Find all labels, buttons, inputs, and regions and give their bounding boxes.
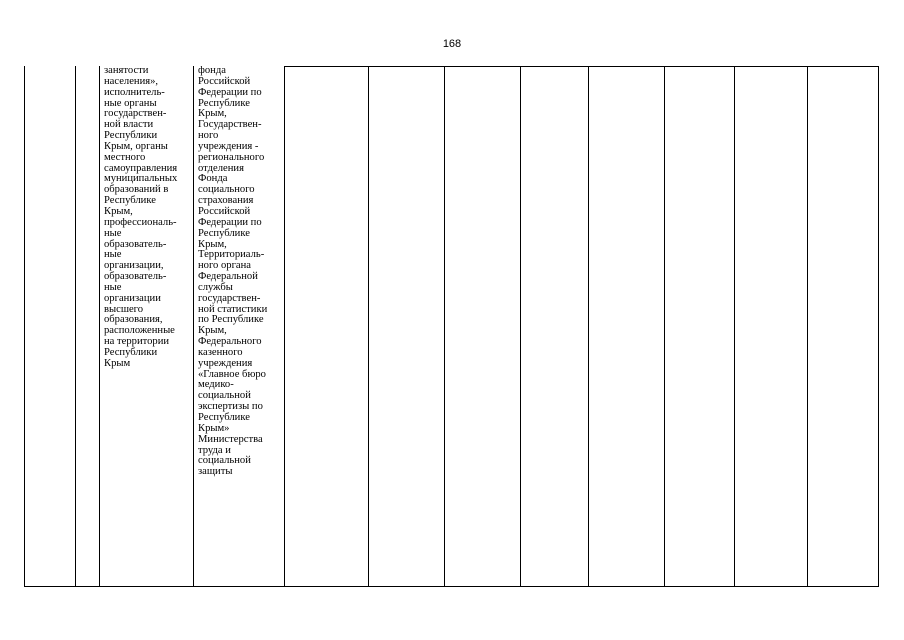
cell-line: занятости	[104, 65, 149, 76]
cell-line: Министерства	[198, 433, 263, 445]
table-cell-executors	[104, 66, 177, 370]
cell-line: высшего	[104, 303, 144, 315]
cell-line: Российской	[198, 75, 251, 87]
cell-line: отделения	[198, 162, 244, 174]
cell-line: расположенные	[104, 325, 175, 337]
cell-line: ной власти	[104, 119, 154, 131]
cell-line: Крым,	[198, 108, 227, 120]
cell-line: ной статистики	[198, 303, 268, 315]
cell-line: службы	[198, 281, 233, 293]
cell-line: Российской	[198, 205, 251, 217]
cell-line: страхования	[198, 195, 254, 207]
cell-line: профессиональ-	[104, 216, 177, 228]
cell-line: исполнитель-	[104, 86, 165, 98]
cell-line: государствен-	[104, 108, 167, 120]
column-line	[807, 66, 808, 586]
column-line	[734, 66, 735, 586]
cell-line: Федерации по	[198, 216, 262, 228]
cell-line: социального	[198, 184, 255, 196]
cell-line: ного органа	[198, 260, 252, 272]
cell-line: ные	[104, 227, 122, 239]
table-cell-partners	[198, 66, 267, 478]
column-line	[878, 66, 879, 586]
cell-line: образований в	[104, 184, 169, 196]
cell-line: Фонда	[198, 173, 228, 185]
column-line	[588, 66, 589, 586]
cell-line: «Главное бюро	[198, 368, 266, 380]
cell-line: казенного	[198, 346, 243, 358]
cell-line: учреждения	[198, 357, 253, 369]
cell-line: социальной	[198, 455, 251, 467]
cell-line: ные	[104, 281, 122, 293]
column-line	[99, 66, 100, 586]
cell-line: местного	[104, 151, 146, 163]
cell-line: муниципальных	[104, 173, 178, 185]
cell-line: Республике	[198, 227, 250, 239]
cell-line: медико-	[198, 379, 234, 391]
column-line	[664, 66, 665, 586]
column-line	[444, 66, 445, 586]
cell-line: ного	[198, 130, 219, 142]
column-line	[368, 66, 369, 586]
cell-line: Федеральной	[198, 271, 258, 283]
page-number: 168	[442, 38, 462, 50]
cell-line: ные	[104, 249, 122, 261]
cell-line: Республике	[198, 97, 250, 109]
cell-line: по Республике	[198, 314, 264, 326]
cell-line: Крым,	[198, 238, 227, 250]
cell-line: образования,	[104, 314, 163, 326]
cell-line: фонда	[198, 65, 226, 76]
cell-line: Крым, органы	[104, 140, 168, 152]
cell-line: Крым,	[198, 325, 227, 337]
cell-line: Федерации по	[198, 86, 262, 98]
cell-line: регионального	[198, 151, 265, 163]
column-line	[520, 66, 521, 586]
cell-line: Республики	[104, 346, 158, 358]
cell-line: организации,	[104, 260, 164, 272]
cell-line: Государствен-	[198, 119, 262, 131]
cell-line: самоуправления	[104, 162, 178, 174]
cell-line: труда и	[198, 444, 231, 456]
column-line	[75, 66, 76, 586]
cell-line: Федерального	[198, 336, 262, 348]
cell-line: учреждения -	[198, 140, 259, 152]
cell-line: ные органы	[104, 97, 157, 109]
cell-line: Республике	[198, 412, 250, 423]
cell-line: защиты	[198, 466, 233, 478]
cell-line: организации	[104, 292, 161, 304]
cell-line: Республике	[104, 195, 156, 207]
cell-line: образователь-	[104, 271, 167, 283]
cell-line: на территории	[104, 336, 170, 348]
cell-line: Республики	[104, 130, 158, 142]
cell-line: Территориаль-	[198, 249, 265, 261]
cell-line: Крым,	[104, 205, 133, 217]
cell-line: населения»,	[104, 75, 159, 87]
column-line	[284, 66, 285, 586]
cell-line: социальной	[198, 390, 251, 402]
column-line	[193, 66, 194, 586]
cell-line: государствен-	[198, 292, 261, 304]
cell-line: экспертизы по	[198, 401, 263, 413]
cell-line: Крым»	[198, 422, 230, 434]
table	[24, 66, 879, 587]
cell-line: Крым	[104, 357, 131, 369]
row-top-line	[284, 66, 879, 67]
cell-line: образователь-	[104, 238, 167, 250]
